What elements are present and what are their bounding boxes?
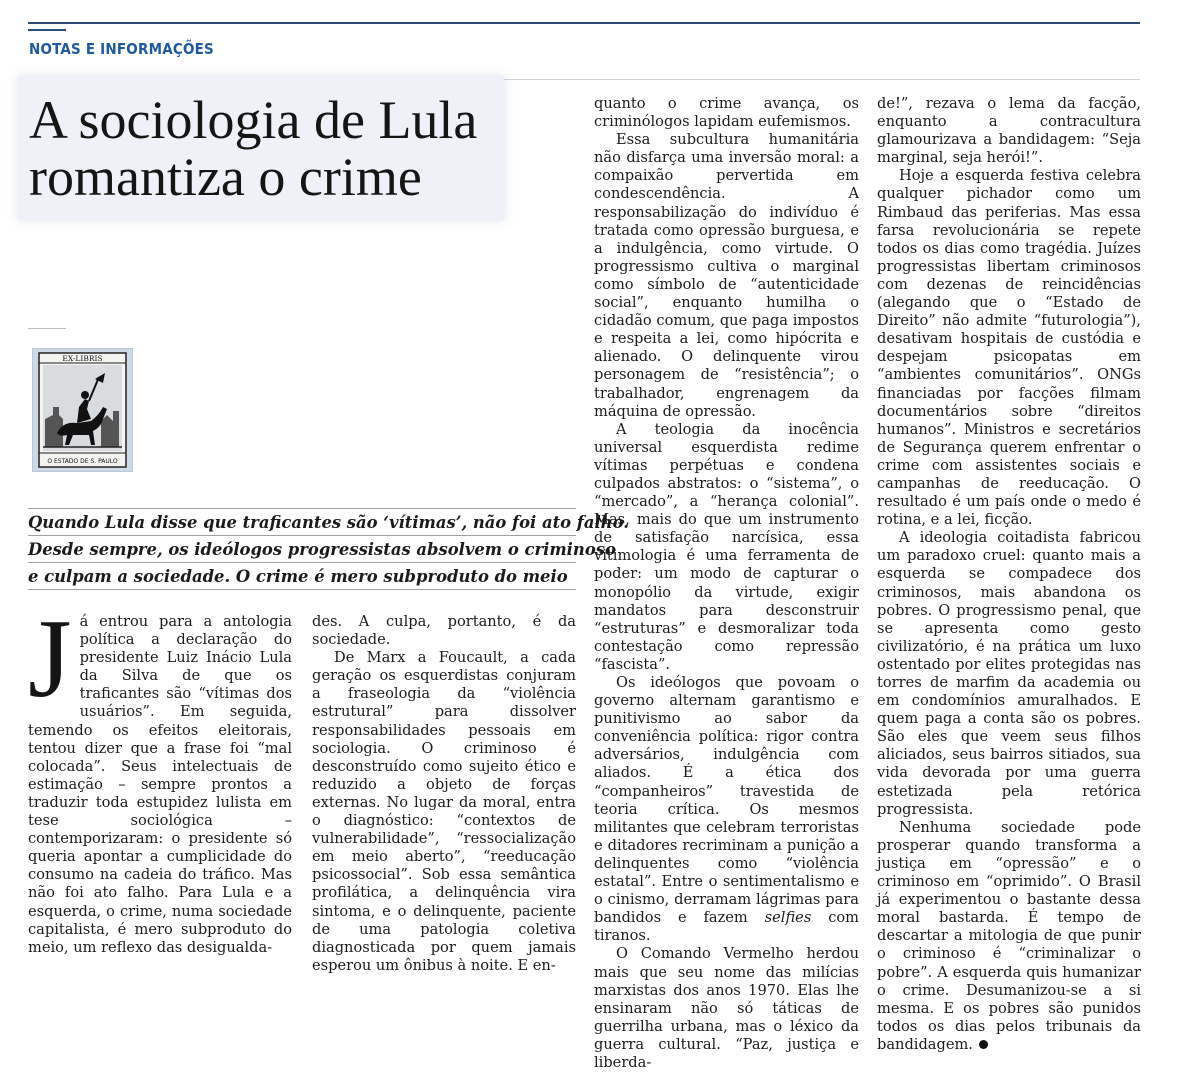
article-column-1 — [28, 597, 292, 957]
paragraph: des. A culpa, portanto, é da sociedade. — [312, 613, 576, 649]
paragraph: quanto o crime avança, os criminólogos lapidam eufemismos. — [594, 95, 859, 131]
drop-cap: J — [28, 597, 72, 721]
paragraph-text: Os ideólogos que povoam o governo alternam garantismo e punitivismo ao sabor da conveniência política: rigor contra adversários, indulgência com aliados. É a ética dos “companheiros” travestida de teoria crítica. Os mesmos militantes que celebram terroristas e ditadores recriminam a punição a delinquentes como “violência estatal”. Entre o sentimentalismo e o cinismo, derramam lágrimas para bandidos e fazem — [594, 674, 859, 927]
paragraph: De Marx a Foucault, a cada geração os esquerdistas conjuram a fraseologia da “violência estrutural” para dissolver responsabilidades pessoais em sociologia. O criminoso é desconstruído como sujeito ético e reduzido a objeto de forças externas. No lugar da moral, entra o diagnóstico: “contextos de vulnerabilidade”, “ressocialização em meio aberto”, “reeducação psicossocial”. Sob essa semântica profilática, a delinquência vira sintoma, e o delinquente, paciente de uma patologia coletiva diagnosticada por quem jamais esperou um ônibus à noite. E en- — [312, 649, 576, 974]
paragraph: Essa subcultura humanitária não disfarça uma inversão moral: a compaixão pervertida em condescendência. A responsabilização do indivíduo é tratada como opressão burguesa, e a indulgência, como virtude. O progressismo cultiva o marginal como símbolo de “autenticidade social”, enquanto humilha o cidadão comum, que paga impostos e respeita a lei, como hipócrita e alienado. O delinquente virou personagem de “resistência”; o trabalhador, engrenagem da máquina de opressão. — [594, 131, 859, 420]
deck-line-3: e culpam a sociedade. O crime é mero subproduto do meio — [28, 562, 576, 590]
paragraph: á entrou para a antologia política a declaração do presidente Luiz Inácio Lula da Silva de que os traficantes são “vítimas dos usuários”. Em seguida, temendo os efeitos eleitorais, tentou dizer que a frase foi “mal colocada”. Seus intelectuais de estimação – sempre prontos a traduzir toda estupidez lulista em tese sociológica – contemporizaram: o presidente só queria apontar a cumplicidade do consumo na cadeia do tráfico. Mas não foi ato falho. Para Lula e a esquerda, o crime, numa sociedade capitalista, é mero subproduto do meio, um reflexo das desigualda- — [28, 613, 292, 956]
top-rule — [28, 22, 1140, 24]
deck-line-2: Desde sempre, os ideólogos progressistas absolvem o criminoso — [28, 535, 576, 563]
paragraph-text: com tiranos. — [594, 909, 860, 945]
section-label: NOTAS E INFORMAÇÕES — [29, 40, 214, 58]
article-column-4 — [877, 95, 1141, 1054]
paragraph: A ideologia coitadista fabricou um paradoxo cruel: quanto mais a esquerda se compadece dos criminosos, mais abandona os pobres. O progressismo penal, que se apresenta como gesto civilizatório, é na prática um luxo ostentado por elites protegidas nas torres de marfim da academia ou em condomínios amuralhados. E quem paga a conta são os pobres. São eles que veem seus filhos aliciados, seus bairros sitiados, sua vida devorada por uma guerra estetizada pela retórica progressista. — [877, 529, 1141, 818]
paragraph: Hoje a esquerda festiva celebra qualquer pichador como um Rimbaud das periferias. Mas essa farsa revolucionária se repete todos os dias como tragédia. Juízes progressistas libertam criminosos com dezenas de reincidências (alegando que o “Estado de Direito” não admite “futurologia”), desativam hospitais de custódia e despejam psicopatas em “ambientes comunitários”. ONGs financiadas por facções filmam documentários sobre “direitos humanos”. Ministros e secretários de Segurança querem enfrentar o crime com assistentes sociais e campanhas de reeducação. O resultado é um país onde o medo é rotina, e a lei, ficção. — [877, 167, 1141, 529]
top-rule-accent — [28, 29, 66, 31]
headline-line-2: romantiza o crime — [29, 147, 422, 207]
background-masthead-ghost — [60, 0, 1120, 18]
end-mark-icon — [979, 1040, 988, 1049]
paragraph-text: Nenhuma sociedade pode prosperar quando transforma a justiça em “opressão” e o criminoso em “oprimido”. O Brasil já experimentou o bastante dessa moral bastarda. É tempo de descartar a mitologia de que punir o criminoso é “criminalizar o pobre”. A esquerda quis humanizar o crime. Desumanizou-se a si mesma. E os pobres são punidos todos os dias pelos tribunais da bandidagem. — [877, 818, 1141, 1053]
paragraph — [594, 674, 859, 945]
paragraph: de!”, rezava o lema da facção, enquanto a contracultura glamourizava a bandidagem: “Seja marginal, seja herói!”. — [877, 95, 1141, 167]
paragraph: A teologia da inocência universal esquerdista redime vítimas perpétuas e condena culpados abstratos: o “sistema”, o “mercado”, a “herança colonial”. Mas, mais do que um instrumento de satisfação narcísica, essa vitimologia é uma ferramenta de poder: um modo de capturar o monopólio da virtude, exigir mandatos para desconstruir “estruturas” e desmoralizar toda contestação como repressão “fascista”. — [594, 420, 859, 673]
headline-line-1: A sociologia de Lula — [29, 90, 478, 150]
article-column-2 — [312, 613, 576, 975]
deck-line-1: Quando Lula disse que traficantes são ‘vítimas’, não foi ato falho. — [28, 508, 576, 536]
article-column-3 — [594, 95, 859, 1072]
ex-libris-seal — [32, 348, 133, 472]
italic-word: selfies — [764, 909, 812, 927]
headline — [29, 92, 499, 206]
short-rule — [28, 328, 66, 329]
deck-rule — [28, 589, 576, 590]
paragraph — [877, 819, 1141, 1054]
ex-libris-horseman-icon — [33, 349, 132, 471]
ex-libris-top: EX-LIBRIS — [62, 354, 103, 363]
ex-libris-bottom: O ESTADO DE S. PAULO — [47, 458, 118, 465]
paragraph: O Comando Vermelho herdou mais que seu nome das milícias marxistas dos anos 1970. Elas lhe ensinaram não só táticas de guerrilha urbana, mas o léxico da guerra cultural. “Paz, justiça e liberda- — [594, 945, 859, 1071]
